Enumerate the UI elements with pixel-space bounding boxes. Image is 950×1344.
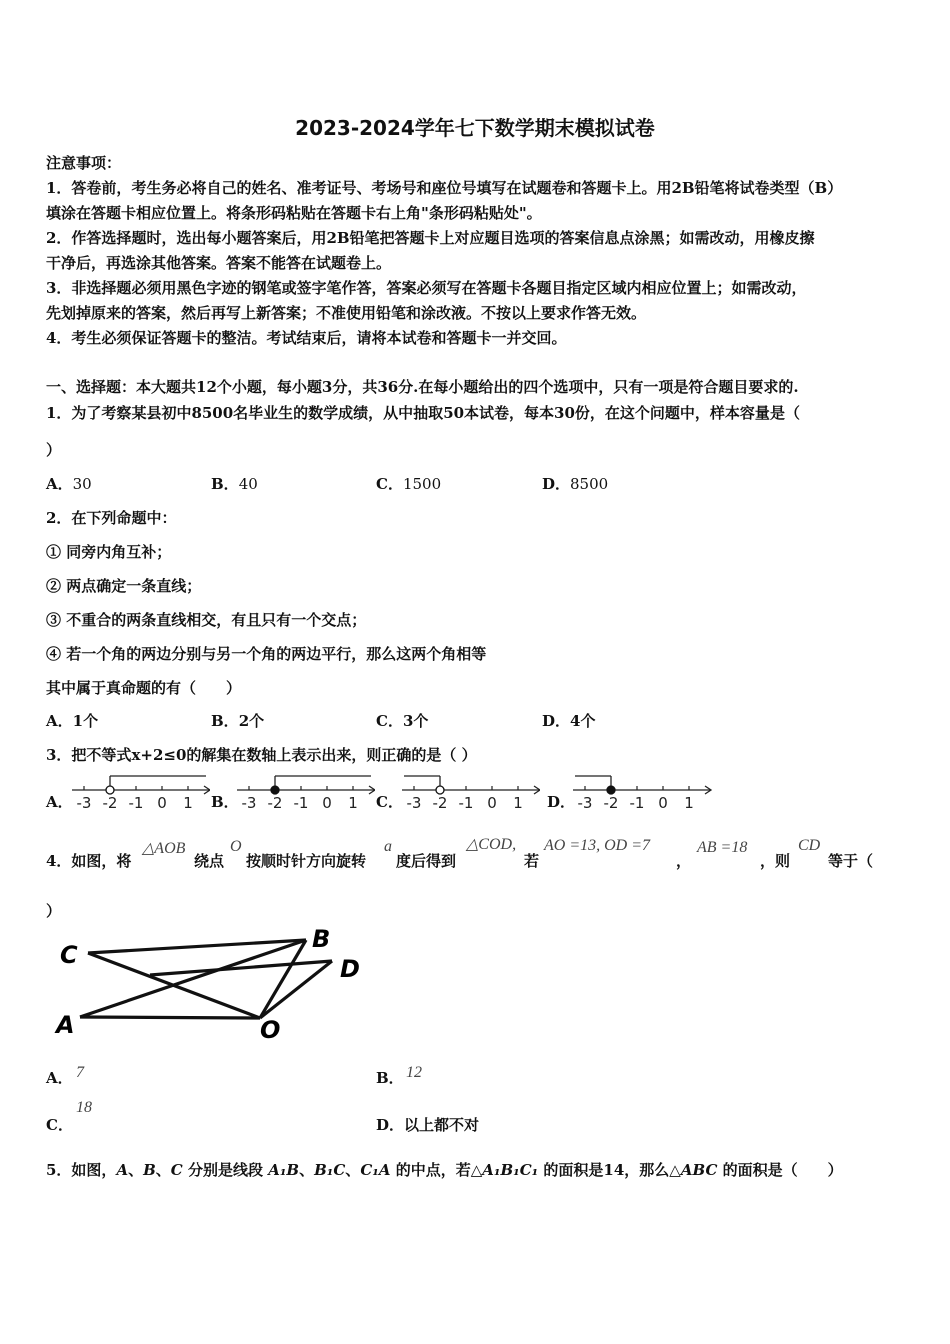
q2-option-d: D．4个: [542, 712, 596, 730]
q4-option-c-letter: C．: [46, 1116, 73, 1134]
q2-question: 其中属于真命题的有（ ）: [46, 679, 242, 697]
q2-item: ① 同旁内角互补；: [46, 543, 172, 561]
notice-heading: 注意事项：: [46, 154, 122, 172]
tick-label: 1: [348, 794, 358, 812]
q1-option-d: D．8500: [542, 475, 609, 493]
q1-option-b: B．40: [211, 475, 258, 493]
q4-point-o: O: [230, 838, 242, 855]
tick-label: -2: [102, 794, 118, 812]
tick-label: -1: [458, 794, 474, 812]
q4-text-5: 若: [524, 852, 540, 870]
solid-point: [607, 786, 615, 794]
solid-point: [271, 786, 279, 794]
q5-stem: 5．如图，A、B、C 分别是线段 A₁B、B₁C、C₁A 的中点，若△A₁B₁C₁ 的面积是14，那么△ABC 的面积是（ ）: [46, 1161, 843, 1179]
q3-number-line-d: [571, 772, 721, 812]
notice-line: 先划掉原来的答案，然后再写上新答案；不准使用铅笔和涂改液。不按以上要求作答无效。: [46, 304, 647, 322]
label-c: C: [60, 941, 78, 969]
tick-label: -1: [629, 794, 645, 812]
q3-option-c-letter: C．: [376, 793, 403, 811]
q4-option-a-value: 7: [76, 1064, 84, 1081]
q4-option-c-value: 18: [76, 1099, 92, 1116]
tick-label: -1: [128, 794, 144, 812]
q2-option-b: B．2个: [211, 712, 265, 730]
label-a: A: [56, 1011, 75, 1039]
q1-stem-end: ）: [46, 441, 62, 459]
q4-segment-cd: CD: [798, 837, 821, 854]
segment-od: [260, 961, 332, 1018]
tick-label: 0: [322, 794, 332, 812]
tick-label: 1: [513, 794, 523, 812]
q4-option-d: D．以上都不对: [376, 1116, 480, 1134]
q3-number-line-c: [400, 772, 540, 812]
q4-option-b-letter: B．: [376, 1069, 404, 1087]
notice-line: 干净后，再选涂其他答案。答案不能答在试题卷上。: [46, 254, 392, 272]
page-title: 2023-2024学年七下数学期末模拟试卷: [295, 116, 655, 140]
q1-option-c: C．1500: [376, 475, 442, 493]
q3-number-line-a: [70, 772, 210, 812]
q4-text-2: 绕点: [194, 852, 225, 870]
label-d: D: [340, 955, 360, 983]
q2-item: ② 两点确定一条直线；: [46, 577, 202, 595]
notice-line: 3．非选择题必须用黑色字迹的钢笔或签字笔作答，答案必须写在答题卡各题目指定区域内相应位置上；如需改动，: [46, 279, 807, 297]
q4-text-4: 度后得到: [396, 852, 457, 870]
label-b: B: [312, 925, 331, 953]
tick-label: -3: [577, 794, 593, 812]
q3-stem: 3．把不等式x+2≤0的解集在数轴上表示出来，则正确的是（ ）: [46, 746, 477, 764]
q3-option-a-letter: A．: [46, 793, 73, 811]
q4-option-a-letter: A．: [46, 1069, 73, 1087]
q4-text-3: 按顺时针方向旋转: [246, 852, 367, 870]
tick-label: -2: [432, 794, 448, 812]
tick-label: -3: [241, 794, 257, 812]
q2-option-a: A．1个: [46, 712, 99, 730]
tick-label: 0: [487, 794, 497, 812]
q1-option-a: A．30: [46, 475, 92, 493]
q4-condition-1: AO =13, OD =7: [544, 837, 651, 854]
q4-stem-end: ）: [46, 902, 62, 920]
q2-stem: 2．在下列命题中：: [46, 509, 177, 527]
q4-text-7: 等于（: [828, 852, 874, 870]
q4-triangle-cod: △COD,: [466, 836, 517, 853]
segment-ao: [80, 1017, 260, 1018]
q4-triangle-aob: △AOB: [142, 840, 186, 857]
q4-figure: [50, 925, 380, 1045]
q3-number-line-b: [235, 772, 375, 812]
open-point: [106, 786, 114, 794]
open-point: [436, 786, 444, 794]
q2-item: ③ 不重合的两条直线相交，有且只有一个交点；: [46, 611, 367, 629]
notice-line: 2．作答选择题时，选出每小题答案后，用2B铅笔把答题卡上对应题目选项的答案信息点涂黑；如需改动，用橡皮擦: [46, 229, 815, 247]
label-o: O: [260, 1016, 281, 1044]
tick-label: 1: [684, 794, 694, 812]
tick-label: 0: [658, 794, 668, 812]
q1-stem: 1．为了考察某县初中8500名毕业生的数学成绩，从中抽取50本试卷，每本30份，在这个问题中，样本容量是（: [46, 404, 800, 422]
q4-text-1: 4．如图，将: [46, 852, 132, 870]
tick-label: 0: [157, 794, 167, 812]
section-heading: 一、选择题：本大题共12个小题，每小题3分，共36分.在每小题给出的四个选项中，只有一项是符合题目要求的.: [46, 378, 799, 396]
q3-option-b-letter: B．: [211, 793, 239, 811]
q2-item: ④ 若一个角的两边分别与另一个角的两边平行，那么这两个角相等: [46, 645, 487, 663]
tick-label: -3: [406, 794, 422, 812]
q4-condition-2: AB =18: [697, 839, 748, 856]
q4-angle-a: a: [384, 838, 392, 855]
tick-label: -2: [603, 794, 619, 812]
q2-option-c: C．3个: [376, 712, 429, 730]
q4-option-b-value: 12: [406, 1064, 422, 1081]
q3-option-d-letter: D．: [547, 793, 576, 811]
tick-label: -3: [76, 794, 92, 812]
q4-text-6: ，则: [760, 852, 791, 870]
q4-comma: ，: [676, 852, 692, 870]
notice-line: 4．考生必须保证答题卡的整洁。考试结束后，请将本试卷和答题卡一并交回。: [46, 329, 567, 347]
notice-line: 填涂在答题卡相应位置上。将条形码粘贴在答题卡右上角"条形码粘贴处"。: [46, 204, 542, 222]
notice-line: 1．答卷前，考生务必将自己的姓名、准考证号、考场号和座位号填写在试题卷和答题卡上。用2B铅笔将试卷类型（B）: [46, 179, 843, 197]
tick-label: -2: [267, 794, 283, 812]
tick-label: 1: [183, 794, 193, 812]
tick-label: -1: [293, 794, 309, 812]
